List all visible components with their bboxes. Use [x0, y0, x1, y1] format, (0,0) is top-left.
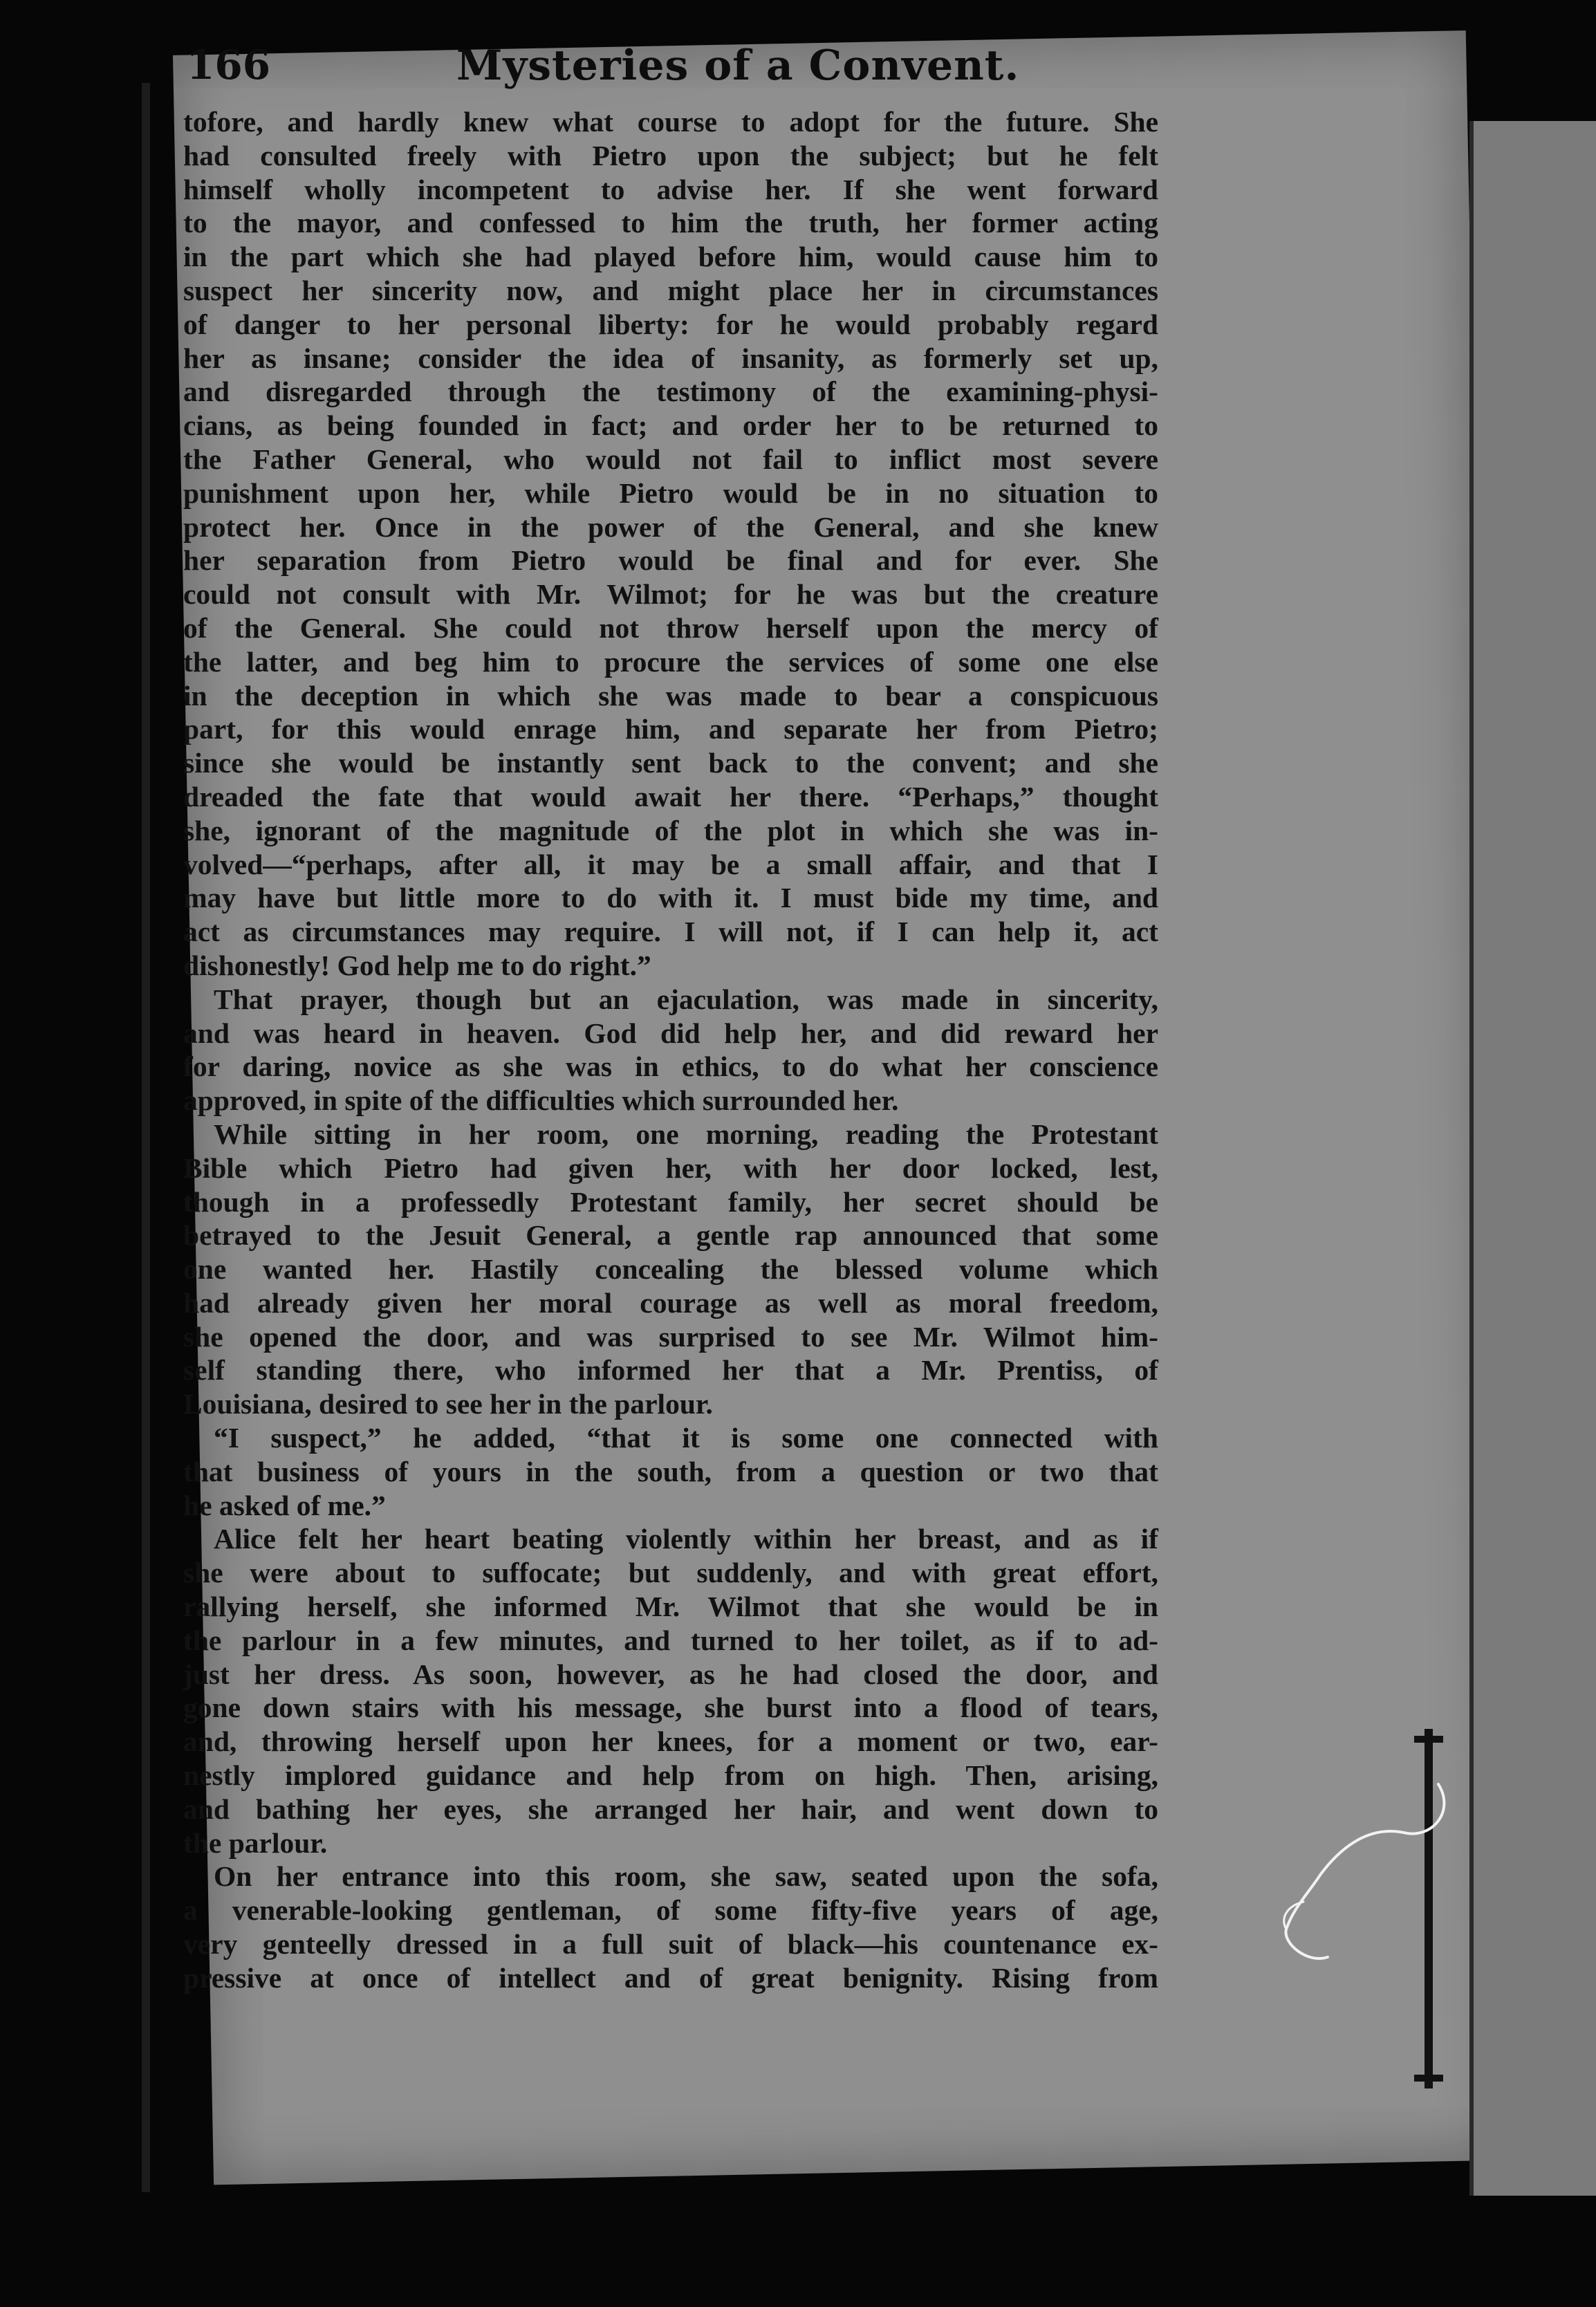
text-line: she, ignorant of the magnitude of the plot in which she was in- — [183, 814, 1158, 846]
text-line: the parlour in a few minutes, and turned to her toilet, as if to ad- — [183, 1624, 1158, 1656]
text-line: dreaded the fate that would await her there. “Perhaps,” thought — [183, 780, 1158, 813]
paragraph-start-line: Alice felt her heart beating violently within her breast, and as if — [214, 1523, 1158, 1555]
text-line: protect her. Once in the power of the General, and she knew — [183, 510, 1158, 543]
text-line: of danger to her personal liberty: for he would probably regard — [183, 308, 1158, 340]
text-line: could not consult with Mr. Wilmot; for he was but the creature — [183, 578, 1158, 611]
text-line: the Father General, who would not fail to inflict most severe — [183, 443, 1158, 475]
text-line: one wanted her. Hastily concealing the blessed volume which — [183, 1253, 1158, 1286]
text-line: nestly implored guidance and help from on high. Then, arising, — [183, 1759, 1158, 1792]
facing-page-edge — [1469, 121, 1596, 2196]
text-line: and bathing her eyes, she arranged her hair, and went down to — [183, 1792, 1158, 1825]
paragraph-start-line: That prayer, though but an ejaculation, was made in sincerity, — [214, 983, 1158, 1015]
paragraph-end-line: approved, in spite of the difficulties which surrounded her. — [183, 1084, 899, 1117]
text-line: may have but little more to do with it. I must bide my time, and — [183, 882, 1158, 914]
paragraph-end-line: Louisiana, desired to see her in the parlour. — [183, 1388, 713, 1420]
text-line: act as circumstances may require. I will not, if I can help it, act — [183, 916, 1158, 948]
text-line: and disregarded through the testimony of the examining-physi- — [183, 376, 1158, 408]
body-text — [183, 105, 1158, 1995]
text-line: a venerable-looking gentleman, of some fifty-five years of age, — [183, 1894, 1158, 1927]
text-line: of the General. She could not throw herself upon the mercy of — [183, 611, 1158, 644]
text-line: and, throwing herself upon her knees, for a moment or two, ear- — [183, 1725, 1158, 1758]
text-line: the latter, and beg him to procure the services of some one else — [183, 645, 1158, 678]
paragraph-start-line: On her entrance into this room, she saw, seated upon the sofa, — [214, 1860, 1158, 1893]
paragraph-end-line: dishonestly! God help me to do right.” — [183, 949, 651, 981]
text-line: and was heard in heaven. God did help her, and did reward her — [183, 1017, 1158, 1049]
text-line: that business of yours in the south, from a question or two that — [183, 1455, 1158, 1488]
paragraph-start-line: While sitting in her room, one morning, reading the Protestant — [214, 1118, 1158, 1150]
page-header — [187, 41, 1086, 97]
text-line: had consulted freely with Pietro upon the subject; but he felt — [183, 139, 1158, 172]
text-line: her separation from Pietro would be final and for ever. She — [183, 544, 1158, 577]
text-line: since she would be instantly sent back to the convent; and she — [183, 747, 1158, 779]
text-line: volved—“perhaps, after all, it may be a small affair, and that I — [183, 848, 1158, 880]
paragraph-start-line: “I suspect,” he added, “that it is some one connected with — [214, 1422, 1158, 1454]
text-line: gone down stairs with his message, she burst into a flood of tears, — [183, 1692, 1158, 1724]
text-line: suspect her sincerity now, and might place her in circumstances — [183, 274, 1158, 306]
paragraph-end-line: he asked of me.” — [183, 1489, 386, 1521]
text-line: she opened the door, and was surprised to see Mr. Wilmot him- — [183, 1320, 1158, 1353]
handwritten-marginalia — [1265, 1757, 1459, 1978]
text-line: though in a professedly Protestant family, her secret should be — [183, 1185, 1158, 1218]
text-line: part, for this would enrage him, and separate her from Pietro; — [183, 713, 1158, 745]
text-line: self standing there, who informed her that a Mr. Prentiss, of — [183, 1354, 1158, 1387]
text-line: very genteelly dressed in a full suit of black—his countenance ex- — [183, 1928, 1158, 1961]
text-line: himself wholly incompetent to advise her. If she went forward — [183, 173, 1158, 205]
text-line: to the mayor, and confessed to him the truth, her former acting — [183, 207, 1158, 239]
paragraph-end-line: the parlour. — [183, 1826, 328, 1859]
binding-tick-top — [1414, 1736, 1443, 1743]
running-title: Mysteries of a Convent. — [456, 41, 1020, 90]
text-line: betrayed to the Jesuit General, a gentle rap announced that some — [183, 1219, 1158, 1252]
text-line: Bible which Pietro had given her, with her door locked, lest, — [183, 1151, 1158, 1184]
text-line: punishment upon her, while Pietro would be in no situation to — [183, 476, 1158, 509]
text-line: pressive at once of intellect and of great benignity. Rising from — [183, 1961, 1158, 1994]
text-line: cians, as being founded in fact; and order her to be returned to — [183, 409, 1158, 442]
page-left-shadow — [142, 83, 150, 2192]
text-line: she were about to suffocate; but suddenly, and with great effort, — [183, 1557, 1158, 1589]
text-line: tofore, and hardly knew what course to adopt for the future. She — [183, 106, 1158, 138]
binding-tick-bottom — [1414, 2075, 1443, 2082]
text-line: in the deception in which she was made to bear a conspicuous — [183, 679, 1158, 712]
page-number: 166 — [187, 41, 271, 89]
text-line: rallying herself, she informed Mr. Wilmot that she would be in — [183, 1591, 1158, 1623]
text-line: in the part which she had played before him, would cause him to — [183, 241, 1158, 273]
text-line: just her dress. As soon, however, as he had closed the door, and — [183, 1658, 1158, 1690]
text-line: her as insane; consider the idea of insanity, as formerly set up, — [183, 342, 1158, 374]
text-line: for daring, novice as she was in ethics, to do what her conscience — [183, 1050, 1158, 1083]
text-line: had already given her moral courage as well as moral freedom, — [183, 1286, 1158, 1319]
